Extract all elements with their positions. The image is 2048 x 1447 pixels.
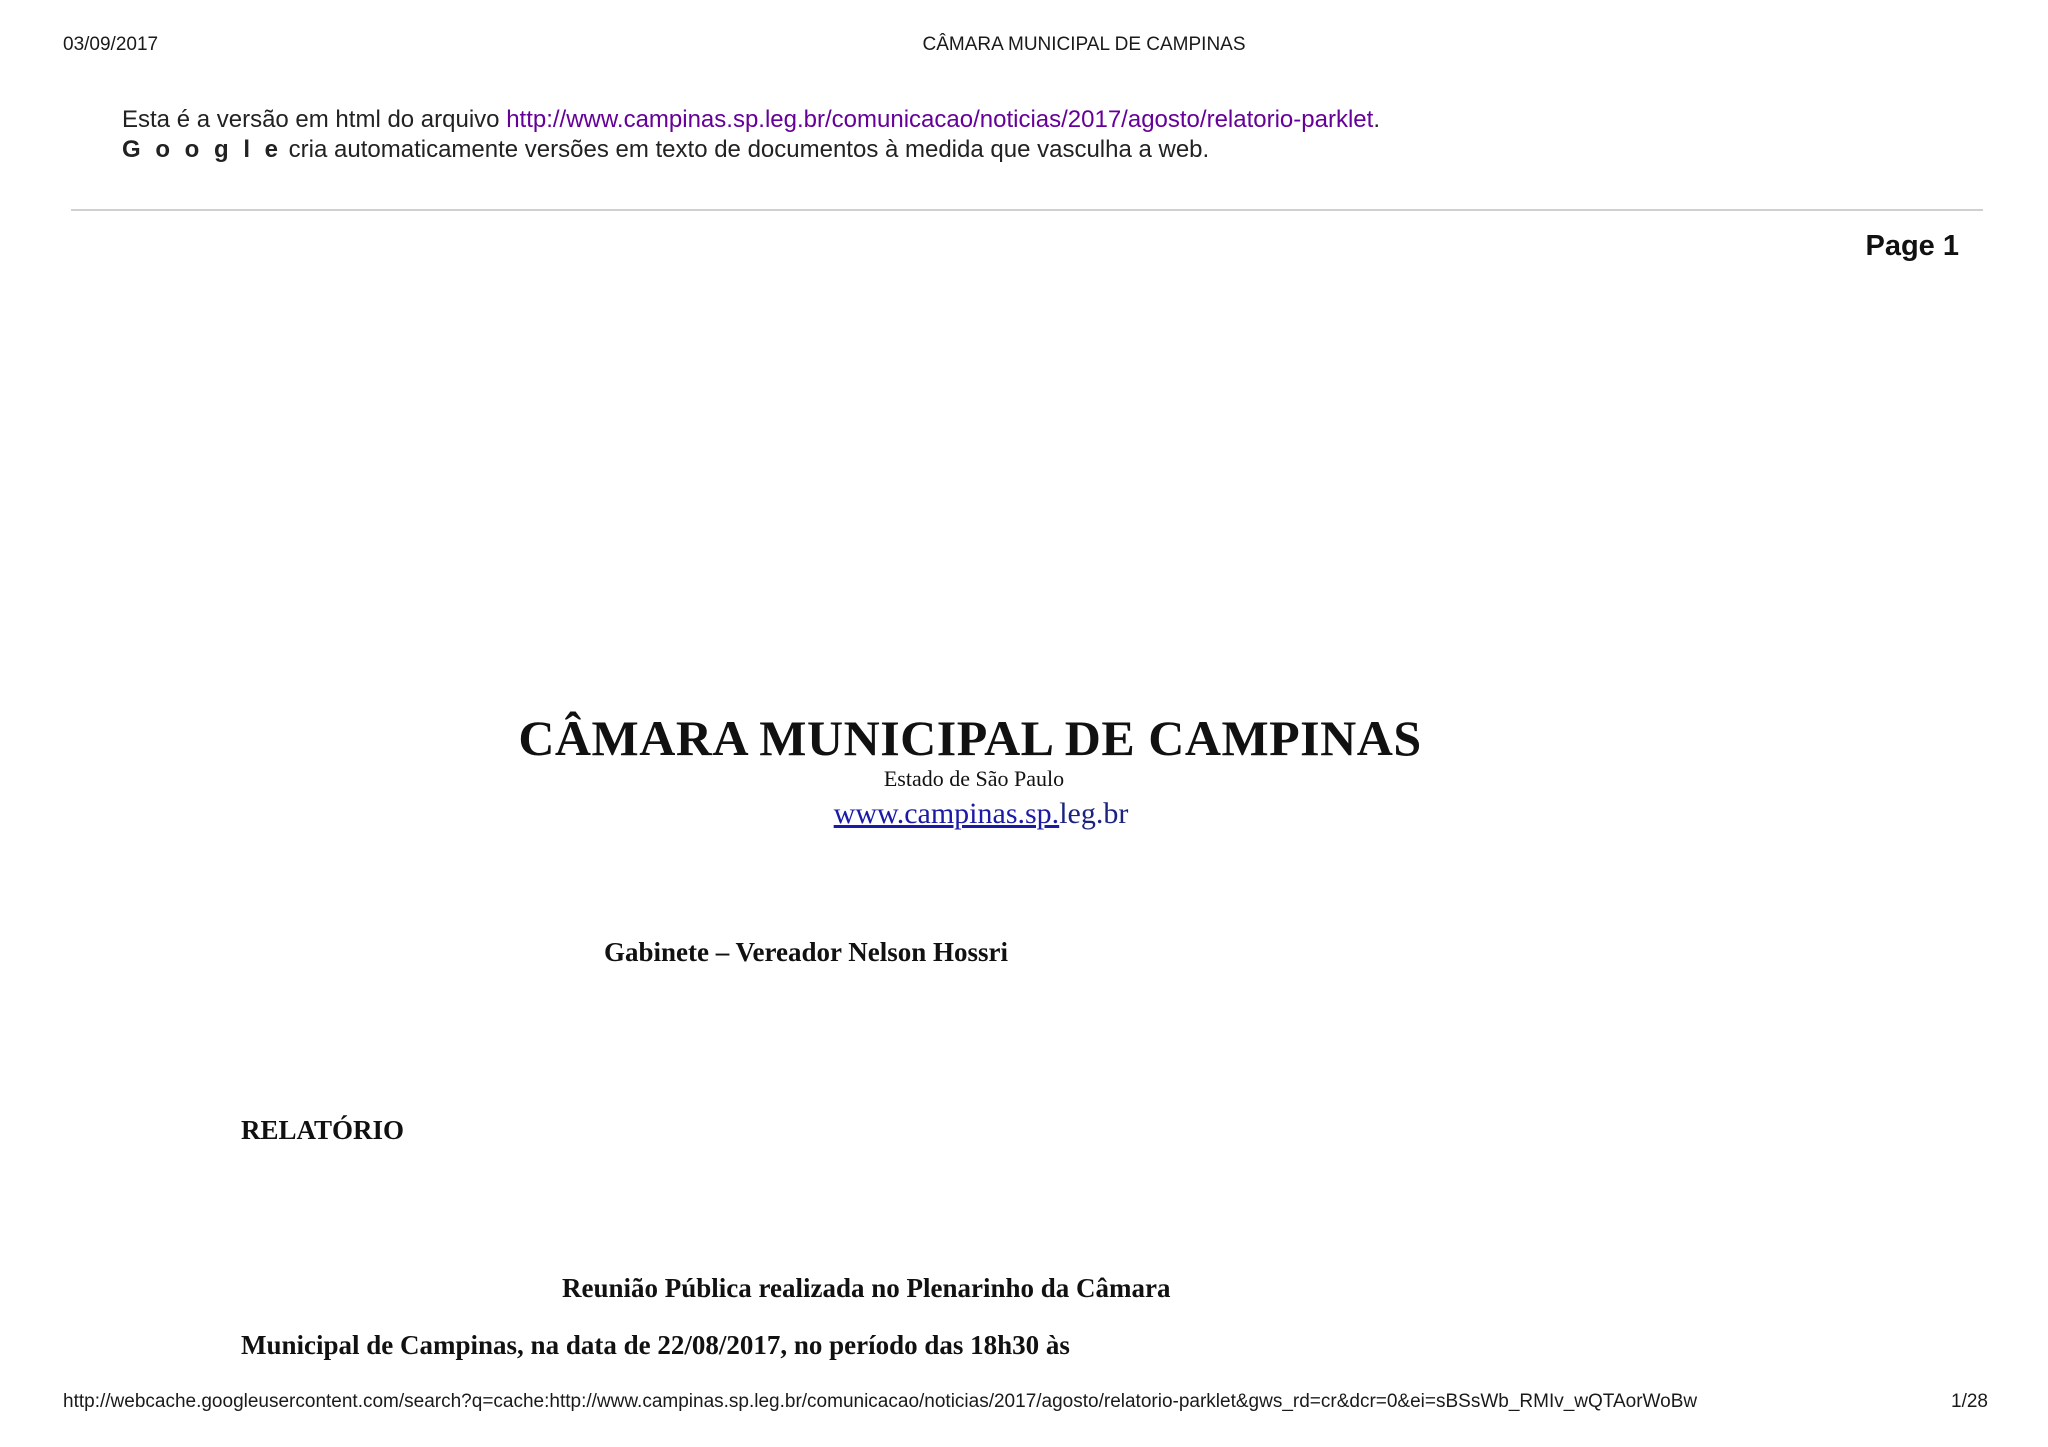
paragraph-line-1: Reunião Pública realizada no Plenarinho da Câmara — [562, 1273, 1171, 1303]
paragraph-line-2: Municipal de Campinas, na data de 22/08/2017, no período das 18h30 às — [241, 1330, 1070, 1360]
cache-banner-prefix: Esta é a versão em html do arquivo — [122, 106, 507, 133]
print-date: 03/09/2017 — [63, 34, 159, 55]
document-state: Estado de São Paulo — [883, 766, 1065, 791]
website-link[interactable]: www.campinas.sp. — [833, 797, 1060, 830]
document-title: CÂMARA MUNICIPAL DE CAMPINAS — [518, 710, 1422, 766]
google-wordmark: G o o g l e — [122, 136, 283, 163]
section-heading: RELATÓRIO — [241, 1115, 405, 1145]
banner-divider — [71, 209, 1983, 211]
print-title: CÂMARA MUNICIPAL DE CAMPINAS — [922, 34, 1246, 55]
cache-banner-line2 — [122, 136, 1209, 164]
document-office: Gabinete – Vereador Nelson Hossri — [604, 937, 1009, 967]
cache-source-link[interactable]: http://www.campinas.sp.leg.br/comunicacao/noticias/2017/agosto/relatorio-parklet — [506, 106, 1374, 133]
website-link-rest: leg.br — [1059, 797, 1129, 830]
print-url: http://webcache.googleusercontent.com/search?q=cache:http://www.campinas.sp.leg.br/comunicacao/noticias/2017/agosto/relatorio-parklet&gws_rd=cr&dcr=0&ei=sBSsWb_RMIv_wQTAorWoBw — [63, 1391, 1698, 1412]
document-website — [0, 797, 1962, 831]
print-page-counter: 1/28 — [1951, 1391, 1988, 1412]
cache-banner-suffix: . — [1373, 106, 1380, 133]
cache-banner-description: cria automaticamente versões em texto de documentos à medida que vasculha a web. — [282, 136, 1210, 163]
page-label: Page 1 — [1865, 230, 1959, 262]
cache-banner-line1 — [122, 106, 1380, 134]
